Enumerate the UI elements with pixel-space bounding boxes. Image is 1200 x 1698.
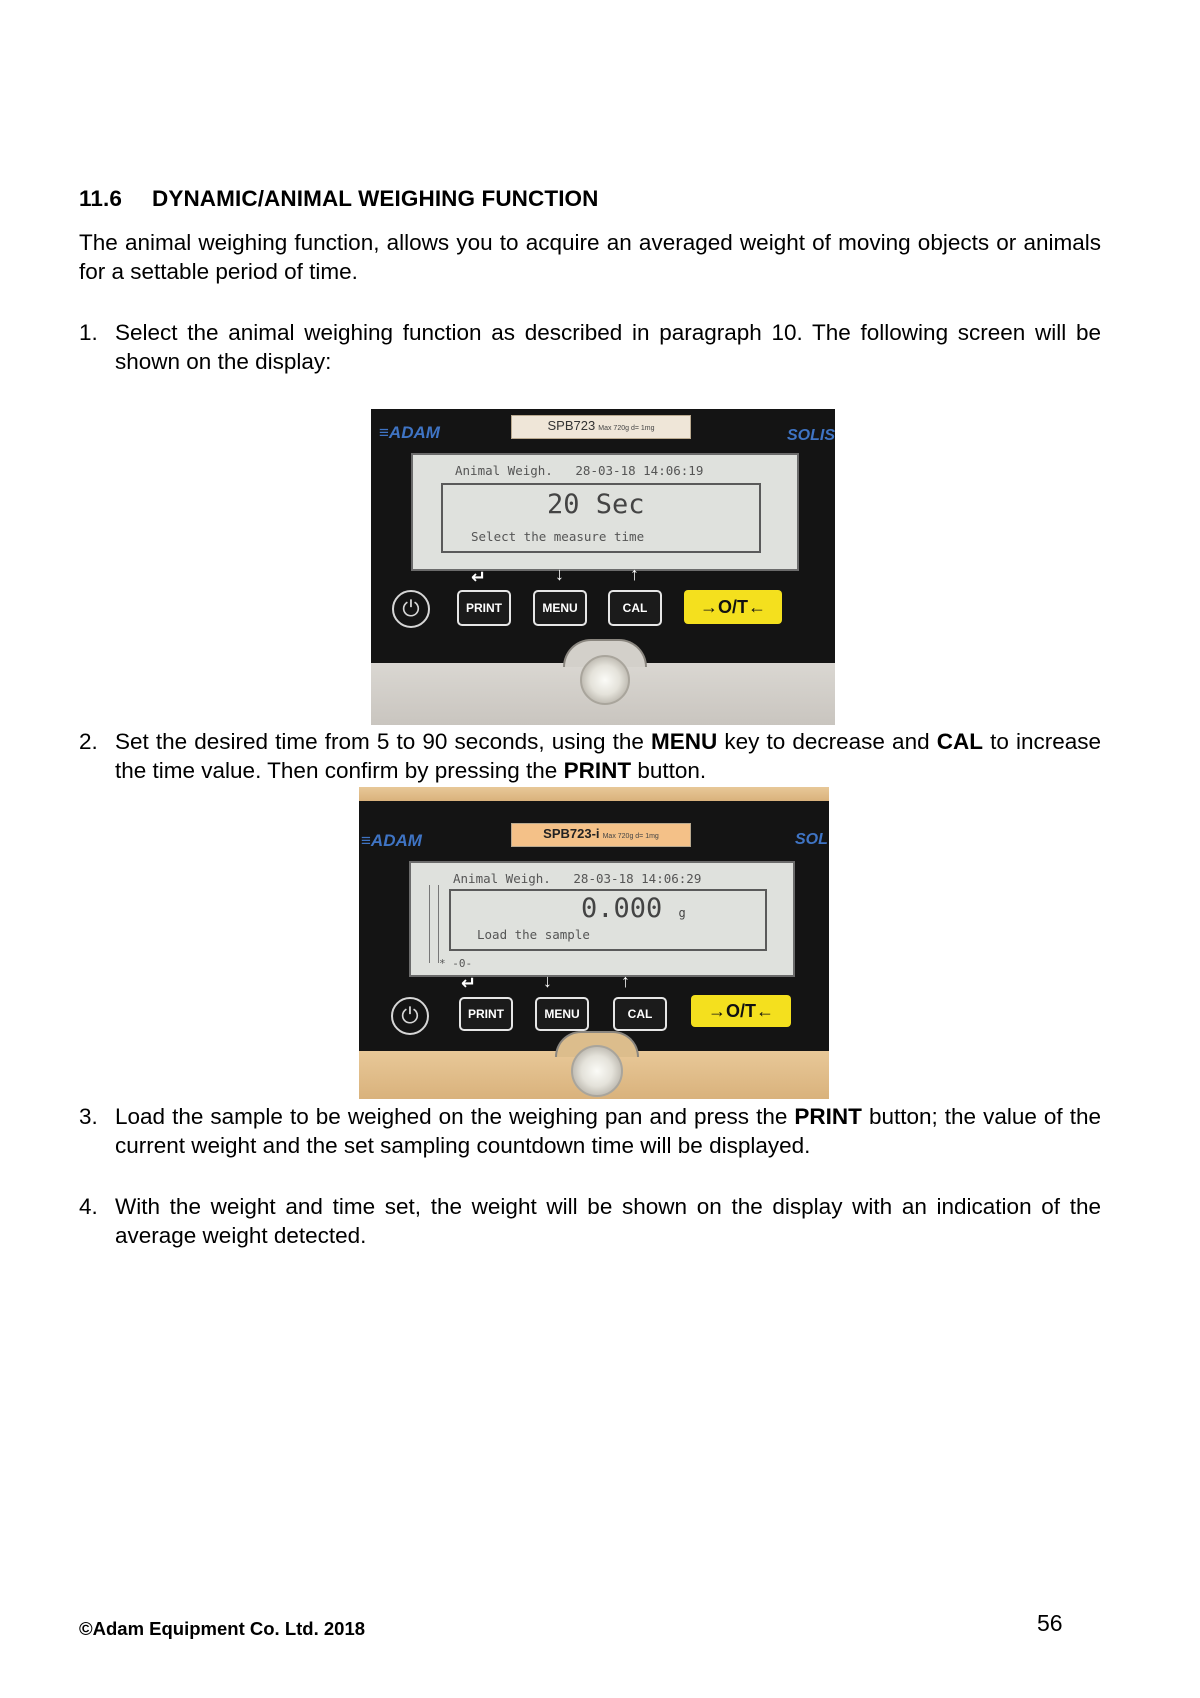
model-label: [511, 823, 691, 847]
brand-logo-left: [361, 831, 422, 851]
lcd-value: 0.000 g: [581, 893, 686, 924]
model-name: SPB723-i: [543, 826, 600, 841]
lcd-hint: Select the measure time: [471, 529, 645, 544]
menu-key[interactable]: MENU: [535, 997, 589, 1031]
logo-mark-icon: ≡: [361, 831, 371, 850]
cal-key[interactable]: CAL: [613, 997, 667, 1031]
lcd-footer: * -0-: [439, 957, 473, 970]
down-arrow-icon: ↓: [555, 564, 564, 584]
step-text: Load the sample to be weighed on the weighing pan and press the PRINT button; the value of the current weight and the set sampling countdown time will be displayed.: [115, 1104, 1101, 1158]
step-1: [79, 318, 1101, 376]
step-3: [79, 1102, 1101, 1160]
intro-paragraph: The animal weighing function, allows you to acquire an averaged weight of moving objects or animals for a settable period of time.: [79, 230, 1101, 284]
down-arrow-icon: ↓: [543, 971, 552, 991]
lcd-header: Animal Weigh. 28-03-18 14:06:29: [453, 871, 702, 886]
section-title: DYNAMIC/ANIMAL WEIGHING FUNCTION: [152, 186, 599, 211]
power-icon: ⏻: [402, 596, 420, 621]
menu-key[interactable]: MENU: [533, 590, 587, 626]
lcd-header: Animal Weigh. 28-03-18 14:06:19: [455, 463, 704, 478]
cal-key-ref: CAL: [936, 729, 983, 754]
logo-mark-icon: ≡: [379, 423, 389, 442]
up-arrow-icon: ↑: [621, 971, 630, 991]
level-bubble-indicator: [571, 1045, 623, 1097]
lcd-value: 20 Sec: [547, 489, 645, 520]
zero-tare-key[interactable]: →O/T←: [691, 995, 791, 1027]
power-icon: ⏻: [401, 1003, 419, 1028]
copyright-footer: ©Adam Equipment Co. Ltd. 2018: [79, 1618, 366, 1639]
step-number: 3.: [79, 1104, 98, 1129]
brand-logo-right: SOL: [795, 831, 828, 848]
page-number: 56: [1037, 1610, 1063, 1636]
step-text: Select the animal weighing function as described in paragraph 10. The following screen will be shown on the display:: [115, 320, 1101, 374]
power-button[interactable]: [391, 997, 429, 1035]
model-spec: Max 720g d= 1mg: [598, 425, 655, 432]
step-4: [79, 1192, 1101, 1250]
display-photo-load-sample: [359, 787, 829, 1099]
step-text: With the weight and time set, the weight will be shown on the display with an indication of the average weight detected.: [115, 1194, 1101, 1248]
level-bubble-indicator: [580, 655, 630, 705]
zero-tare-key[interactable]: →O/T←: [684, 590, 782, 624]
step-2: [79, 727, 1101, 785]
print-key[interactable]: PRINT: [459, 997, 513, 1031]
model-name: SPB723: [547, 418, 596, 433]
enter-arrow-icon: ↵: [471, 567, 487, 587]
section-number: 11.6: [79, 186, 122, 211]
lcd-value-box: [449, 889, 767, 951]
step-number: 1.: [79, 320, 98, 345]
step-number: 4.: [79, 1194, 98, 1219]
lcd-load-bar: [429, 885, 439, 963]
enter-arrow-icon: ↵: [461, 973, 477, 993]
model-label: [511, 415, 691, 439]
brand-name: ADAM: [388, 423, 440, 442]
step-text: Set the desired time from 5 to 90 seconds, using the MENU key to decrease and CAL to increase the time value. Then confirm by pressing the PRINT button.: [115, 729, 1102, 783]
lcd-hint: Load the sample: [477, 927, 590, 942]
print-key[interactable]: PRINT: [457, 590, 511, 626]
section-heading: [79, 186, 599, 212]
brand-logo-left: [379, 423, 440, 443]
menu-key-ref: MENU: [651, 729, 718, 754]
brand-name: ADAM: [370, 831, 422, 850]
lcd-value-box: [441, 483, 761, 553]
brand-logo-right: SOLIS: [787, 427, 835, 444]
lcd-screen: [411, 453, 799, 571]
print-key-ref: PRINT: [563, 758, 632, 783]
power-button[interactable]: [392, 590, 430, 628]
model-spec: Max 720g d= 1mg: [602, 833, 659, 840]
lcd-screen: [409, 861, 795, 977]
display-photo-select-time: [371, 409, 835, 725]
lcd-unit: g: [678, 906, 686, 920]
print-key-ref: PRINT: [794, 1104, 862, 1129]
up-arrow-icon: ↑: [630, 564, 639, 584]
cal-key[interactable]: CAL: [608, 590, 662, 626]
step-number: 2.: [79, 729, 98, 754]
